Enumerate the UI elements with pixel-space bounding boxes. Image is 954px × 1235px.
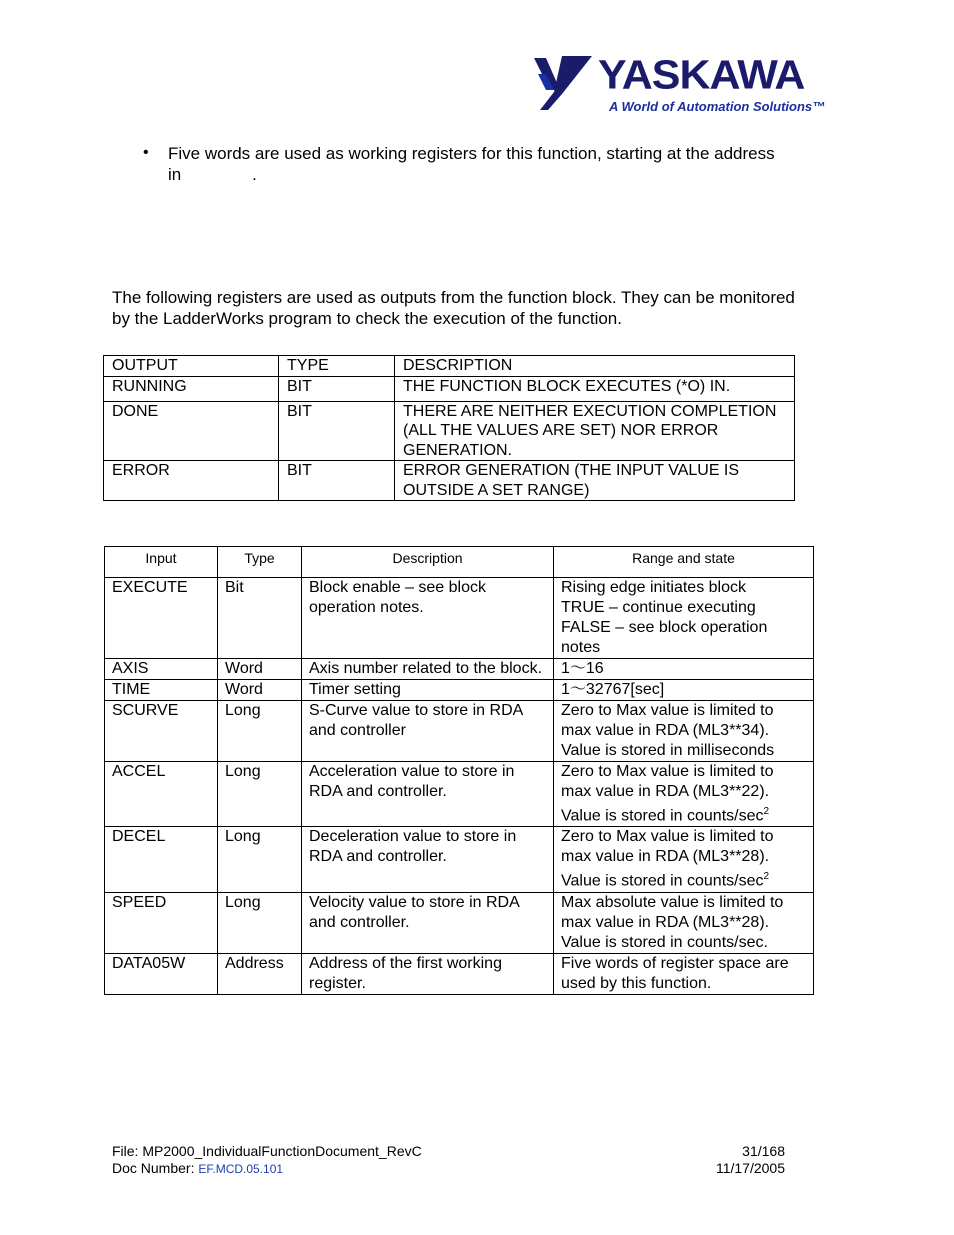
range-line: Zero to Max value is limited to max value in RDA (ML3**22). [561, 763, 774, 800]
table-cell [554, 701, 814, 762]
table-cell: SCURVE [105, 701, 218, 762]
table-cell: ERROR GENERATION (THE INPUT VALUE IS OUTSIDE A SET RANGE) [395, 461, 795, 501]
bullet-line-2: in . [168, 165, 257, 184]
table-cell: Deceleration value to store in RDA and controller. [302, 827, 554, 892]
table-row [104, 401, 795, 461]
superscript: 2 [763, 806, 770, 817]
table-cell: BIT [279, 376, 395, 401]
table-row [105, 680, 814, 701]
table-cell: Word [218, 659, 302, 680]
bullet-text [168, 143, 848, 185]
doc-number-value: EF.MCD.05.101 [198, 1162, 284, 1176]
table-row [105, 953, 814, 994]
header-cell: Input [105, 547, 218, 578]
footer-page-number: 31/168 [742, 1143, 785, 1159]
header-cell: TYPE [279, 356, 395, 377]
table-cell: Acceleration value to store in RDA and controller. [302, 762, 554, 827]
table-cell: Axis number related to the block. [302, 659, 554, 680]
table-cell: Long [218, 701, 302, 762]
table-cell: Address of the first working register. [302, 953, 554, 994]
table-header-row [104, 356, 795, 377]
table-cell: Long [218, 892, 302, 953]
table-cell [554, 578, 814, 659]
logo-wordmark: YASKAWA [598, 52, 805, 98]
table-cell: Timer setting [302, 680, 554, 701]
logo-tagline: A World of Automation Solutions™ [609, 99, 826, 114]
table-cell: Five words of register space are used by this function. [554, 953, 814, 994]
header-cell: DESCRIPTION [395, 356, 795, 377]
header-cell: Type [218, 547, 302, 578]
range-line: Max absolute value is limited to max value in RDA (ML3**28). [561, 893, 784, 931]
table-cell: AXIS [105, 659, 218, 680]
header-cell: OUTPUT [104, 356, 279, 377]
range-line [561, 802, 806, 826]
table-row [104, 461, 795, 501]
footer-file-name: File: MP2000_IndividualFunctionDocument_RevC [112, 1143, 422, 1159]
range-line [561, 867, 806, 891]
range-line: Value is stored in counts/sec. [561, 933, 768, 951]
table-row [105, 762, 814, 827]
range-line: Zero to Max value is limited to max value in RDA (ML3**28). [561, 828, 774, 866]
table-header-row [105, 547, 814, 578]
yaskawa-swoosh-icon [532, 54, 598, 112]
table-row [105, 578, 814, 659]
range-line: Zero to Max value is limited to max value in RDA (ML3**34). [561, 702, 774, 739]
table-cell: BIT [279, 401, 395, 461]
range-text: Value is stored in counts/sec [561, 872, 764, 890]
footer-date: 11/17/2005 [715, 1160, 785, 1176]
table-cell: ERROR [104, 461, 279, 501]
table-cell: THERE ARE NEITHER EXECUTION COMPLETION (ALL THE VALUES ARE SET) NOR ERROR GENERATION. [395, 401, 795, 461]
table-cell: SPEED [105, 892, 218, 953]
range-line: FALSE – see block operation notes [561, 619, 768, 656]
table-cell [554, 762, 814, 827]
table-cell: ACCEL [105, 762, 218, 827]
table-cell: Bit [218, 578, 302, 659]
range-line: Rising edge initiates block [561, 579, 746, 596]
table-cell: 1～32767[sec] [554, 680, 814, 701]
table-cell: Block enable – see block operation notes. [302, 578, 554, 659]
bullet-icon: • [143, 144, 149, 161]
table-cell [554, 892, 814, 953]
table-cell: S-Curve value to store in RDA and controller [302, 701, 554, 762]
table-cell: Address [218, 953, 302, 994]
table-cell [554, 827, 814, 892]
header-cell: Description [302, 547, 554, 578]
superscript: 2 [763, 871, 770, 883]
table-cell: EXECUTE [105, 578, 218, 659]
table-row [105, 659, 814, 680]
table-row [105, 827, 814, 892]
range-line: Value is stored in milliseconds [561, 742, 775, 759]
output-registers-table [103, 355, 795, 501]
footer-doc-number [112, 1160, 283, 1178]
table-row [105, 701, 814, 762]
table-cell: DATA05W [105, 953, 218, 994]
table-cell: RUNNING [104, 376, 279, 401]
table-cell: Word [218, 680, 302, 701]
table-row [105, 892, 814, 953]
table-row [104, 376, 795, 401]
bullet-line-1: Five words are used as working registers for this function, starting at the address [168, 144, 775, 163]
table-cell: DECEL [105, 827, 218, 892]
doc-number-label: Doc Number: [112, 1160, 199, 1176]
table-cell: 1～16 [554, 659, 814, 680]
input-registers-table [104, 546, 814, 995]
range-line: TRUE – continue executing [561, 599, 756, 616]
range-text: Value is stored in counts/sec [561, 807, 764, 825]
table-cell: THE FUNCTION BLOCK EXECUTES (*O) IN. [395, 376, 795, 401]
header-cell: Range and state [554, 547, 814, 578]
table-cell: TIME [105, 680, 218, 701]
table-cell: Long [218, 827, 302, 892]
table-cell: Long [218, 762, 302, 827]
table-cell: DONE [104, 401, 279, 461]
table-cell: BIT [279, 461, 395, 501]
outputs-intro-paragraph: The following registers are used as outputs from the function block. They can be monitored by the LadderWorks program to check the execution of the function. [112, 288, 795, 328]
table-cell: Velocity value to store in RDA and controller. [302, 892, 554, 953]
